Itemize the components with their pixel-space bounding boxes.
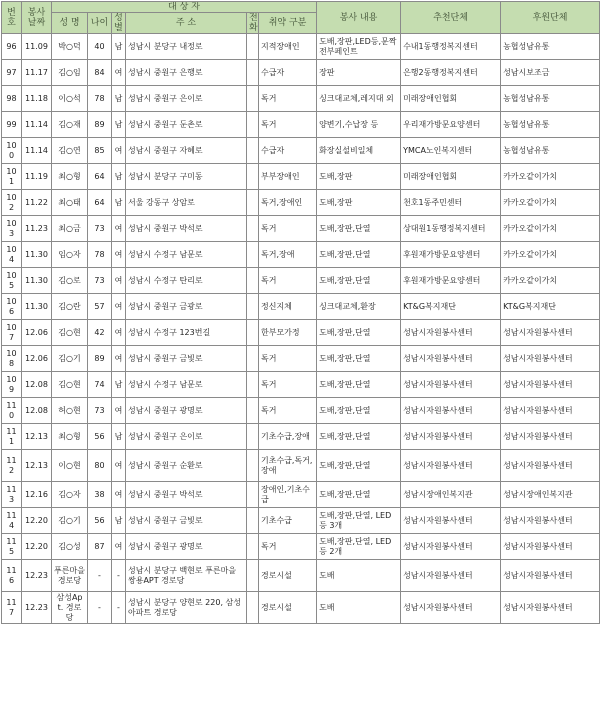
- cell-name: 이○석: [52, 86, 88, 112]
- cell-phone: [247, 398, 259, 424]
- cell-date: 11.09: [22, 34, 52, 60]
- cell-age: 42: [88, 320, 112, 346]
- cell-sex: 여: [112, 242, 126, 268]
- cell-address: 성남시 중원구 금빛로: [126, 346, 247, 372]
- cell-service: 도배,장판,단열, LED등 3개: [317, 508, 401, 534]
- cell-phone: [247, 508, 259, 534]
- cell-date: 12.20: [22, 508, 52, 534]
- cell-recommender: YMCA노인복지센터: [401, 138, 501, 164]
- cell-phone: [247, 482, 259, 508]
- cell-no: 113: [2, 482, 22, 508]
- cell-date: 11.30: [22, 268, 52, 294]
- cell-sex: 여: [112, 268, 126, 294]
- cell-age: 56: [88, 508, 112, 534]
- cell-phone: [247, 346, 259, 372]
- cell-date: 12.16: [22, 482, 52, 508]
- cell-sponsor: 성남시자원봉사센터: [501, 346, 600, 372]
- cell-sex: 여: [112, 294, 126, 320]
- cell-sponsor: 성남시자원봉사센터: [501, 424, 600, 450]
- cell-category: 한부모가정: [259, 320, 317, 346]
- cell-address: 성남시 중원구 은이로: [126, 86, 247, 112]
- cell-phone: [247, 34, 259, 60]
- cell-category: 독거: [259, 216, 317, 242]
- cell-name: 김○기: [52, 346, 88, 372]
- cell-name: 최○금: [52, 216, 88, 242]
- cell-name: 김○현: [52, 320, 88, 346]
- cell-address: 성남시 중원구 박석로: [126, 482, 247, 508]
- header-recommender: 추천단체: [401, 2, 501, 34]
- cell-sex: 남: [112, 508, 126, 534]
- cell-recommender: KT&G복지재단: [401, 294, 501, 320]
- cell-sponsor: 성남시자원봉사센터: [501, 450, 600, 482]
- cell-no: 109: [2, 372, 22, 398]
- cell-service: 싱크대교체,환장: [317, 294, 401, 320]
- cell-service: 장판: [317, 60, 401, 86]
- cell-service: 도배,장판,단열: [317, 482, 401, 508]
- cell-category: 수급자: [259, 60, 317, 86]
- cell-service: 싱크대교체,레지대 외: [317, 86, 401, 112]
- cell-phone: [247, 372, 259, 398]
- table-row: [2, 268, 600, 294]
- header-service: 봉사 내용: [317, 2, 401, 34]
- table-row: [2, 450, 600, 482]
- cell-sex: 남: [112, 372, 126, 398]
- cell-name: 박○덕: [52, 34, 88, 60]
- cell-recommender: 수내1동행정복지센터: [401, 34, 501, 60]
- cell-sponsor: 성남시자원봉사센터: [501, 560, 600, 592]
- cell-phone: [247, 560, 259, 592]
- cell-name: 이○현: [52, 450, 88, 482]
- cell-no: 102: [2, 190, 22, 216]
- cell-recommender: 성남시장애인복지관: [401, 482, 501, 508]
- table-row: [2, 60, 600, 86]
- cell-no: 103: [2, 216, 22, 242]
- cell-name: 임○자: [52, 242, 88, 268]
- cell-sponsor: KT&G복지재단: [501, 294, 600, 320]
- table-row: [2, 560, 600, 592]
- cell-category: 수급자: [259, 138, 317, 164]
- cell-address: 성남시 중원구 광명로: [126, 398, 247, 424]
- cell-no: 110: [2, 398, 22, 424]
- cell-recommender: 은행2동행정복지센터: [401, 60, 501, 86]
- header-no: 번호: [2, 2, 22, 34]
- cell-name: 김○성: [52, 534, 88, 560]
- cell-phone: [247, 534, 259, 560]
- cell-date: 12.08: [22, 372, 52, 398]
- cell-age: 64: [88, 164, 112, 190]
- cell-name: 김○연: [52, 138, 88, 164]
- cell-name: 김○현: [52, 372, 88, 398]
- cell-no: 98: [2, 86, 22, 112]
- cell-age: -: [88, 592, 112, 624]
- table-row: [2, 508, 600, 534]
- cell-age: 78: [88, 242, 112, 268]
- table-row: [2, 86, 600, 112]
- cell-address: 성남시 중원구 은이로: [126, 424, 247, 450]
- cell-service: 도배,장판,단열: [317, 372, 401, 398]
- cell-date: 11.30: [22, 242, 52, 268]
- cell-phone: [247, 242, 259, 268]
- cell-name: 김○재: [52, 112, 88, 138]
- cell-address: 성남시 중원구 자혜로: [126, 138, 247, 164]
- cell-service: 도배,장판,단열: [317, 268, 401, 294]
- cell-recommender: 천호1동주민센터: [401, 190, 501, 216]
- cell-sponsor: 카카오같이가치: [501, 190, 600, 216]
- cell-date: 11.18: [22, 86, 52, 112]
- cell-no: 104: [2, 242, 22, 268]
- cell-age: 64: [88, 190, 112, 216]
- cell-address: 성남시 중원구 광명로: [126, 534, 247, 560]
- cell-no: 111: [2, 424, 22, 450]
- cell-date: 11.30: [22, 294, 52, 320]
- cell-recommender: 미래장애인협회: [401, 86, 501, 112]
- cell-sponsor: 농협성남유통: [501, 112, 600, 138]
- cell-age: 89: [88, 346, 112, 372]
- volunteer-table: [1, 1, 600, 624]
- cell-phone: [247, 216, 259, 242]
- header-date: 봉사 날짜: [22, 2, 52, 34]
- cell-date: 11.19: [22, 164, 52, 190]
- cell-sponsor: 성남시장애인복지관: [501, 482, 600, 508]
- cell-sex: -: [112, 560, 126, 592]
- cell-service: 도배: [317, 592, 401, 624]
- cell-phone: [247, 268, 259, 294]
- cell-sex: -: [112, 592, 126, 624]
- cell-address: 성남시 중원구 은행로: [126, 60, 247, 86]
- cell-date: 12.13: [22, 424, 52, 450]
- cell-recommender: 성남시자원봉사센터: [401, 424, 501, 450]
- table-row: [2, 346, 600, 372]
- cell-sponsor: 성남시자원봉사센터: [501, 320, 600, 346]
- cell-service: 도배,장판,LED등,문짝 전부페인트: [317, 34, 401, 60]
- table-row: [2, 592, 600, 624]
- cell-date: 12.23: [22, 592, 52, 624]
- cell-category: 장애인,기초수급: [259, 482, 317, 508]
- cell-category: 정신지체: [259, 294, 317, 320]
- cell-no: 99: [2, 112, 22, 138]
- cell-sponsor: 카카오같이가치: [501, 216, 600, 242]
- cell-address: 성남시 분당구 내정로: [126, 34, 247, 60]
- cell-sex: 여: [112, 482, 126, 508]
- cell-phone: [247, 112, 259, 138]
- table-row: [2, 398, 600, 424]
- cell-date: 11.14: [22, 138, 52, 164]
- cell-date: 11.14: [22, 112, 52, 138]
- header-name: 성 명: [52, 13, 88, 34]
- cell-phone: [247, 164, 259, 190]
- cell-sex: 여: [112, 450, 126, 482]
- cell-name: 삼성Apt. 경로당: [52, 592, 88, 624]
- cell-recommender: 성남시자원봉사센터: [401, 534, 501, 560]
- cell-sex: 남: [112, 164, 126, 190]
- cell-service: 양변기,수납장 등: [317, 112, 401, 138]
- cell-name: 최○태: [52, 190, 88, 216]
- cell-recommender: 미래장애인협회: [401, 164, 501, 190]
- table-row: [2, 138, 600, 164]
- cell-category: 부부장애인: [259, 164, 317, 190]
- table-row: [2, 294, 600, 320]
- cell-recommender: 성남시자원봉사센터: [401, 508, 501, 534]
- cell-no: 100: [2, 138, 22, 164]
- cell-sex: 여: [112, 216, 126, 242]
- cell-no: 105: [2, 268, 22, 294]
- table-row: [2, 34, 600, 60]
- cell-age: 74: [88, 372, 112, 398]
- cell-recommender: 후원재가방문요양센터: [401, 268, 501, 294]
- cell-address: 성남시 분당구 양현로 220, 삼성아파트 경로당: [126, 592, 247, 624]
- cell-name: 김○로: [52, 268, 88, 294]
- cell-name: 김○임: [52, 60, 88, 86]
- cell-sponsor: 성남시자원봉사센터: [501, 592, 600, 624]
- cell-category: 경로시설: [259, 560, 317, 592]
- cell-sponsor: 성남시자원봉사센터: [501, 372, 600, 398]
- cell-address: 성남시 중원구 금광로: [126, 294, 247, 320]
- cell-no: 106: [2, 294, 22, 320]
- cell-phone: [247, 450, 259, 482]
- cell-age: -: [88, 560, 112, 592]
- cell-recommender: 성남시자원봉사센터: [401, 320, 501, 346]
- cell-phone: [247, 60, 259, 86]
- cell-sponsor: 성남시자원봉사센터: [501, 534, 600, 560]
- cell-age: 85: [88, 138, 112, 164]
- cell-phone: [247, 320, 259, 346]
- cell-service: 도배,장판,단열: [317, 242, 401, 268]
- cell-age: 57: [88, 294, 112, 320]
- header-sex: 성별: [112, 13, 126, 34]
- cell-sponsor: 농협성남유통: [501, 86, 600, 112]
- cell-category: 기초수급: [259, 508, 317, 534]
- cell-sex: 여: [112, 60, 126, 86]
- cell-category: 기초수급,장애: [259, 424, 317, 450]
- cell-address: 성남시 중원구 둔촌로: [126, 112, 247, 138]
- cell-sex: 남: [112, 190, 126, 216]
- cell-name: 최○형: [52, 424, 88, 450]
- cell-sponsor: 성남시자원봉사센터: [501, 398, 600, 424]
- cell-name: 김○자: [52, 482, 88, 508]
- cell-sponsor: 농협성남유통: [501, 34, 600, 60]
- cell-name: 최○형: [52, 164, 88, 190]
- cell-service: 도배,장판,단열: [317, 346, 401, 372]
- cell-age: 56: [88, 424, 112, 450]
- cell-address: 성남시 분당구 백현로 푸른마을 쌍용APT 경로당: [126, 560, 247, 592]
- cell-sex: 남: [112, 112, 126, 138]
- cell-service: 도배,장판,단열: [317, 216, 401, 242]
- cell-no: 115: [2, 534, 22, 560]
- cell-address: 성남시 수정구 123번길: [126, 320, 247, 346]
- cell-no: 108: [2, 346, 22, 372]
- cell-category: 독거: [259, 346, 317, 372]
- cell-phone: [247, 294, 259, 320]
- cell-no: 117: [2, 592, 22, 624]
- cell-age: 87: [88, 534, 112, 560]
- cell-sponsor: 카카오같이가치: [501, 242, 600, 268]
- cell-no: 114: [2, 508, 22, 534]
- cell-address: 성남시 수정구 남문로: [126, 242, 247, 268]
- cell-age: 38: [88, 482, 112, 508]
- cell-recommender: 성남시자원봉사센터: [401, 398, 501, 424]
- table-row: [2, 424, 600, 450]
- cell-date: 12.06: [22, 320, 52, 346]
- cell-phone: [247, 592, 259, 624]
- cell-sex: 남: [112, 424, 126, 450]
- cell-address: 서울 강동구 상암로: [126, 190, 247, 216]
- cell-service: 도배,장판,단열, LED등 2개: [317, 534, 401, 560]
- cell-name: 허○현: [52, 398, 88, 424]
- cell-address: 성남시 분당구 구미동: [126, 164, 247, 190]
- cell-address: 성남시 중원구 금빛로: [126, 508, 247, 534]
- cell-recommender: 상대원1동행정복지센터: [401, 216, 501, 242]
- cell-sponsor: 카카오같이가치: [501, 164, 600, 190]
- cell-sponsor: 카카오같이가치: [501, 268, 600, 294]
- cell-address: 성남시 수정구 남문로: [126, 372, 247, 398]
- table-row: [2, 372, 600, 398]
- cell-name: 김○기: [52, 508, 88, 534]
- cell-category: 독거: [259, 268, 317, 294]
- table-row: [2, 216, 600, 242]
- cell-service: 도배,장판,단열: [317, 320, 401, 346]
- table-row: [2, 112, 600, 138]
- cell-date: 12.23: [22, 560, 52, 592]
- table-row: [2, 190, 600, 216]
- cell-sex: 여: [112, 534, 126, 560]
- cell-no: 101: [2, 164, 22, 190]
- cell-date: 12.06: [22, 346, 52, 372]
- cell-no: 107: [2, 320, 22, 346]
- cell-category: 독거: [259, 112, 317, 138]
- cell-recommender: 후원재가방문요양센터: [401, 242, 501, 268]
- cell-sex: 남: [112, 34, 126, 60]
- cell-category: 독거: [259, 86, 317, 112]
- cell-no: 97: [2, 60, 22, 86]
- cell-date: 12.20: [22, 534, 52, 560]
- cell-date: 11.23: [22, 216, 52, 242]
- table-row: [2, 242, 600, 268]
- cell-recommender: 우리재가방문요양센터: [401, 112, 501, 138]
- cell-sponsor: 농협성남유통: [501, 138, 600, 164]
- cell-phone: [247, 190, 259, 216]
- cell-address: 성남시 중원구 순환로: [126, 450, 247, 482]
- cell-category: 독거: [259, 534, 317, 560]
- cell-phone: [247, 424, 259, 450]
- cell-no: 116: [2, 560, 22, 592]
- table-row: [2, 164, 600, 190]
- header-target: 대 상 자: [52, 2, 317, 13]
- cell-recommender: 성남시자원봉사센터: [401, 372, 501, 398]
- cell-recommender: 성남시자원봉사센터: [401, 560, 501, 592]
- cell-sponsor: 성남시자원봉사센터: [501, 508, 600, 534]
- cell-category: 기초수급,독거,장애: [259, 450, 317, 482]
- header-address: 주 소: [126, 13, 247, 34]
- cell-category: 독거: [259, 398, 317, 424]
- cell-date: 11.22: [22, 190, 52, 216]
- cell-service: 화장실설비일체: [317, 138, 401, 164]
- cell-service: 도배,장판: [317, 190, 401, 216]
- table-row: [2, 534, 600, 560]
- cell-no: 96: [2, 34, 22, 60]
- header-age: 나이: [88, 13, 112, 34]
- cell-age: 40: [88, 34, 112, 60]
- cell-name: 김○란: [52, 294, 88, 320]
- header-phone: 전화: [247, 13, 259, 34]
- cell-age: 78: [88, 86, 112, 112]
- cell-category: 독거,장애인: [259, 190, 317, 216]
- cell-date: 12.13: [22, 450, 52, 482]
- cell-sex: 여: [112, 138, 126, 164]
- table-row: [2, 320, 600, 346]
- table-row: [2, 482, 600, 508]
- cell-sex: 여: [112, 398, 126, 424]
- cell-age: 73: [88, 398, 112, 424]
- header-category: 취약 구분: [259, 13, 317, 34]
- cell-age: 73: [88, 268, 112, 294]
- cell-sex: 남: [112, 86, 126, 112]
- cell-service: 도배,장판,단열: [317, 450, 401, 482]
- cell-age: 73: [88, 216, 112, 242]
- cell-service: 도배,장판,단열: [317, 398, 401, 424]
- cell-age: 84: [88, 60, 112, 86]
- cell-phone: [247, 138, 259, 164]
- cell-category: 경로시설: [259, 592, 317, 624]
- cell-sex: 여: [112, 320, 126, 346]
- cell-category: 독거: [259, 372, 317, 398]
- cell-age: 80: [88, 450, 112, 482]
- cell-service: 도배,장판,단열: [317, 424, 401, 450]
- cell-recommender: 성남시자원봉사센터: [401, 346, 501, 372]
- cell-address: 성남시 중원구 박석로: [126, 216, 247, 242]
- cell-service: 도배: [317, 560, 401, 592]
- cell-sponsor: 성남시보조금: [501, 60, 600, 86]
- cell-no: 112: [2, 450, 22, 482]
- cell-phone: [247, 86, 259, 112]
- cell-recommender: 성남시자원봉사센터: [401, 592, 501, 624]
- cell-name: 푸른마을 경로당: [52, 560, 88, 592]
- cell-category: 지적장애인: [259, 34, 317, 60]
- cell-service: 도배,장판: [317, 164, 401, 190]
- cell-date: 11.17: [22, 60, 52, 86]
- cell-address: 성남시 수정구 탄리로: [126, 268, 247, 294]
- cell-recommender: 성남시자원봉사센터: [401, 450, 501, 482]
- cell-category: 독거,장애: [259, 242, 317, 268]
- cell-date: 12.08: [22, 398, 52, 424]
- cell-age: 89: [88, 112, 112, 138]
- cell-sex: 여: [112, 346, 126, 372]
- header-sponsor: 후원단체: [501, 2, 600, 34]
